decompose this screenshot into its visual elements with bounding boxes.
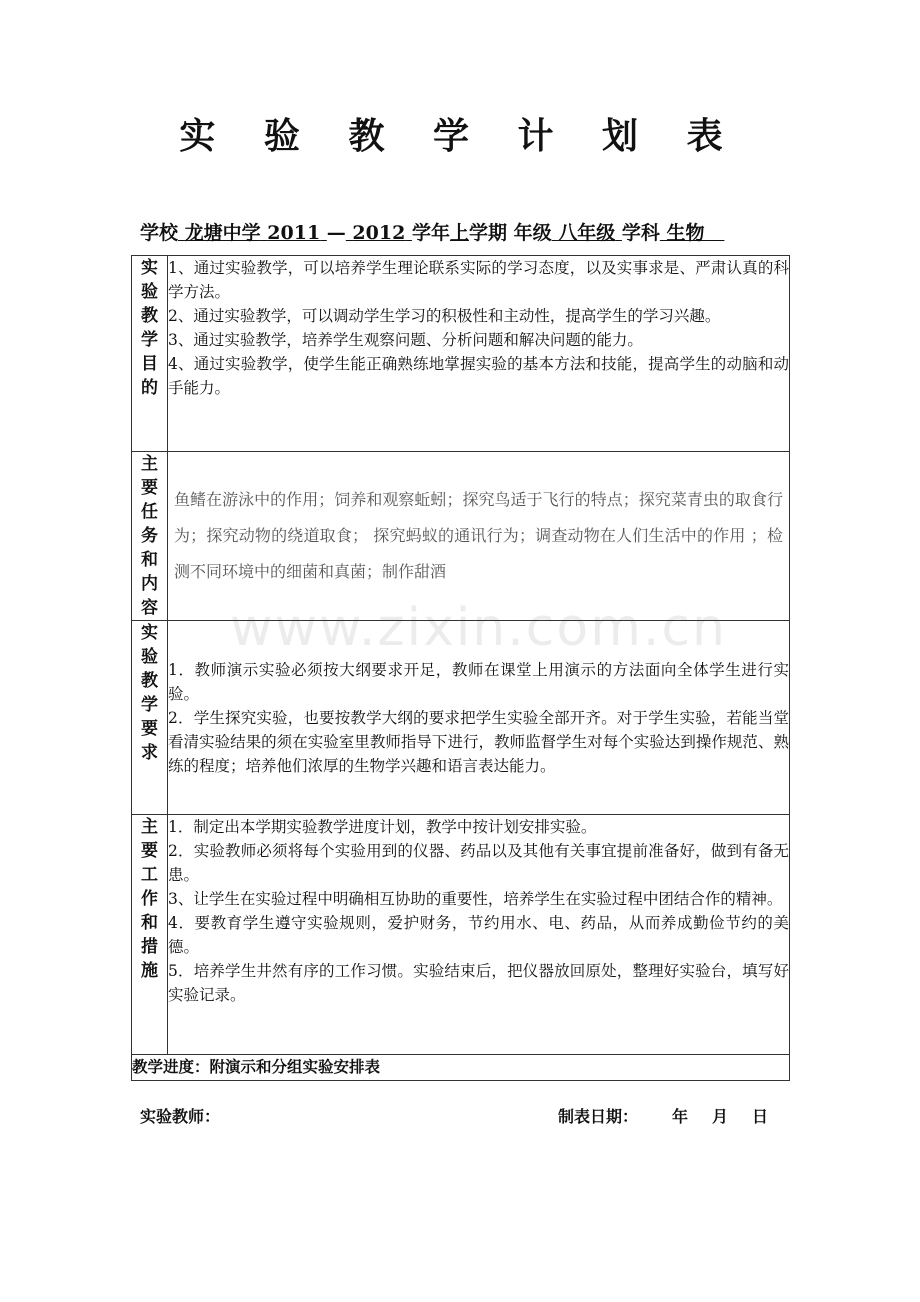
year-end: 2012 [352, 222, 406, 244]
content-line: 3、通过实验教学，培养学生观察问题、分析问题和解决问题的能力。 [168, 331, 643, 349]
content-line: 2、通过实验教学，可以调动学生学习的积极性和主动性，提高学生的学习兴趣。 [168, 307, 721, 325]
date-label: 制表日期： [558, 1107, 639, 1126]
section-label: 主要工作和措施 [132, 815, 168, 1055]
school-value: 龙塘中学 2011 [184, 222, 321, 244]
content-line: 1．教师演示实验必须按大纲要求开足，教师在课堂上用演示的方法面向全体学生进行实验。 [168, 660, 789, 703]
subject-label: 学科 [621, 222, 660, 244]
content-line: 鱼鳍在游泳中的作用；饲养和观察蚯蚓；探究鸟适于飞行的特点；探究菜青虫的取食行为；探究动物的绕道取食； 探究蚂蚁的通讯行为；调查动物在人们生活中的作用 ；检测不同环境中的细菌和真菌；制作甜酒 [174, 490, 783, 581]
watermark: www.zixin.com.cn [230, 598, 727, 658]
year-label: 学年 [411, 222, 450, 244]
section-content [168, 815, 790, 1055]
month-char: 月 [712, 1107, 729, 1126]
content-line: 1．制定出本学期实验教学进度计划，教学中按计划安排实验。 [168, 818, 597, 836]
content-line: 2．实验教师必须将每个实验用到的仪器、药品以及其他有关事宜提前准备好，做到有备无患。 [168, 842, 789, 884]
school-label: 学校 [140, 222, 179, 244]
section-label: 主要任务和内容 [132, 452, 168, 621]
subject-value: 生物 [666, 222, 705, 244]
grade-value: 八年级 [558, 222, 616, 244]
grade-label: 年级 [513, 222, 552, 244]
content-line: 2．学生探究实验，也要按教学大纲的要求把学生实验全部开齐。对于学生实验，若能当堂看清实验结果的须在实验室里教师指导下进行，教师监督学生对每个实验达到操作规范、熟练的程度；培养他们浓厚的生物学兴趣和语言表达能力。 [168, 708, 789, 775]
section-purpose [132, 256, 790, 452]
term-label: 学期 [468, 222, 507, 244]
year-char: 年 [672, 1107, 689, 1126]
info-line [140, 219, 724, 247]
content-line: 3、让学生在实验过程中明确相互协助的重要性，培养学生在实验过程中团结合作的精神。 [168, 890, 783, 908]
section-content [168, 256, 790, 452]
term-value: 上 [449, 222, 469, 244]
content-line: 4．要教育学生遵守实验规则，爱护财务，节约用水、电、药品，从而养成勤俭节约的美德。 [168, 914, 789, 956]
section-label: 实验教学目的 [132, 256, 168, 452]
content-line: 1、通过实验教学，可以培养学生理论联系实际的学习态度，以及实事求是、严肃认真的科学方法。 [168, 259, 789, 301]
teacher-label: 实验教师： [140, 1107, 221, 1126]
date-line [558, 1104, 768, 1127]
section-content [168, 621, 790, 815]
section-label: 实验教学要求 [132, 621, 168, 815]
section-tasks [132, 452, 790, 621]
section-content [168, 452, 790, 621]
section-progress [132, 1055, 790, 1081]
page-title: 实 验 教 学 计 划 表 [179, 116, 741, 157]
day-char: 日 [752, 1107, 769, 1126]
section-requirements [132, 621, 790, 815]
content-line: 4、通过实验教学，使学生能正确熟练地掌握实验的基本方法和技能，提高学生的动脑和动手能力。 [168, 355, 789, 397]
content-line: 5．培养学生井然有序的工作习惯。实验结束后，把仪器放回原处，整理好实验台，填写好实验记录。 [168, 962, 789, 1004]
progress-cell: 教学进度：附演示和分组实验安排表 [132, 1055, 790, 1081]
plan-table [131, 255, 790, 1081]
year-dash: — [326, 222, 346, 244]
section-measures [132, 815, 790, 1055]
